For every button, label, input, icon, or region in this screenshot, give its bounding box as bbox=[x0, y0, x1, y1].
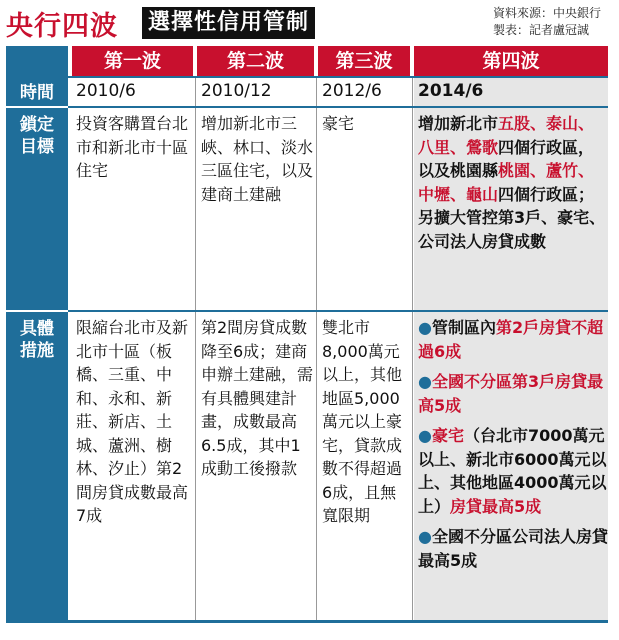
source-credit bbox=[493, 5, 601, 39]
body-text: 四個行政區，以及桃園縣 bbox=[418, 137, 595, 180]
bullet-icon: ● bbox=[418, 426, 432, 445]
target-wave-1: 投資客購置台北市和新北市十區住宅 bbox=[76, 114, 189, 180]
highlight-text: 全國不分區第3戶房貸最高5成 bbox=[418, 372, 604, 415]
column-divider bbox=[195, 76, 196, 622]
highlight-text: 豪宅 bbox=[431, 426, 464, 445]
measure-bullet-item bbox=[418, 370, 608, 417]
column-header-wave-1: 第一波 bbox=[72, 46, 193, 76]
time-wave-1: 2010/6 bbox=[76, 81, 136, 101]
body-text: 全國不分區公司法人房貸最高5成 bbox=[418, 527, 608, 570]
bullet-icon: ● bbox=[418, 527, 432, 546]
row-divider bbox=[6, 310, 68, 312]
measure-bullet-item bbox=[418, 316, 608, 363]
title-subtitle: 選擇性信用管制 bbox=[142, 7, 315, 39]
highlight-text: 房貸最高5成 bbox=[450, 496, 542, 516]
column-header-wave-3: 第三波 bbox=[318, 46, 410, 76]
bullet-icon: ● bbox=[418, 318, 432, 337]
header bbox=[0, 0, 619, 46]
time-wave-3: 2012/6 bbox=[322, 81, 382, 101]
policy-table bbox=[6, 46, 608, 626]
measure-bullet-item bbox=[418, 525, 608, 572]
row-label-measure: 具體措施 bbox=[20, 319, 54, 361]
title-main: 央行四波 bbox=[6, 11, 118, 42]
column-divider bbox=[412, 76, 413, 622]
column-divider bbox=[316, 76, 317, 622]
time-wave-2: 2010/12 bbox=[201, 81, 272, 101]
highlight-text: 第2戶房貸不超過6成 bbox=[418, 318, 604, 361]
column-header-wave-2: 第二波 bbox=[197, 46, 314, 76]
row-divider bbox=[68, 310, 608, 312]
row-label-target: 鎖定目標 bbox=[20, 115, 54, 157]
target-wave-4 bbox=[418, 112, 608, 253]
measure-wave-4 bbox=[418, 316, 608, 579]
time-wave-4: 2014/6 bbox=[418, 81, 484, 101]
row-divider bbox=[68, 76, 608, 78]
column-header-wave-4: 第四波 bbox=[414, 46, 608, 76]
measure-wave-2: 第2間房貸成數降至6成；建商申辦土建融，需有具體興建計畫，成數最高6.5成，其中1成動工後撥款 bbox=[201, 318, 314, 478]
highlight-text: 五股、泰山、八里、鶯歌 bbox=[418, 114, 595, 157]
bullet-icon: ● bbox=[418, 372, 432, 391]
row-label-time: 時間 bbox=[20, 83, 54, 103]
author-line: 製表：記者盧冠誠 bbox=[492, 23, 589, 37]
measure-wave-3: 雙北市8,000萬元以上，其他地區5,000萬元以上豪宅，貸款成數不得超過6成，且無寬限期 bbox=[322, 318, 403, 525]
body-text: 管制區內 bbox=[431, 318, 496, 337]
row-divider bbox=[68, 106, 608, 108]
bottom-border bbox=[6, 620, 608, 623]
body-text: 增加新北市 bbox=[418, 114, 499, 133]
body-text: 四個行政區；另擴大管控第3戶、豪宅、公司法人房貸成數 bbox=[418, 184, 606, 251]
measure-wave-1: 限縮台北市及新北市十區（板橋、三重、中和、永和、新莊、新店、土城、蘆洲、樹林、汐止）第2間房貸成數最高7成 bbox=[76, 318, 189, 525]
body-text: （台北市7000萬元以上、新北市6000萬元以上、其他地區4000萬元以上） bbox=[418, 426, 607, 516]
measure-bullet-item bbox=[418, 424, 608, 518]
target-wave-2: 增加新北市三峽、林口、淡水三區住宅，以及建商土建融 bbox=[201, 114, 314, 204]
source-line: 資料來源：中央銀行 bbox=[492, 6, 601, 20]
target-wave-3: 豪宅 bbox=[322, 114, 355, 133]
row-divider bbox=[6, 106, 68, 108]
highlight-text: 桃園、蘆竹、中壢、龜山 bbox=[418, 161, 595, 204]
